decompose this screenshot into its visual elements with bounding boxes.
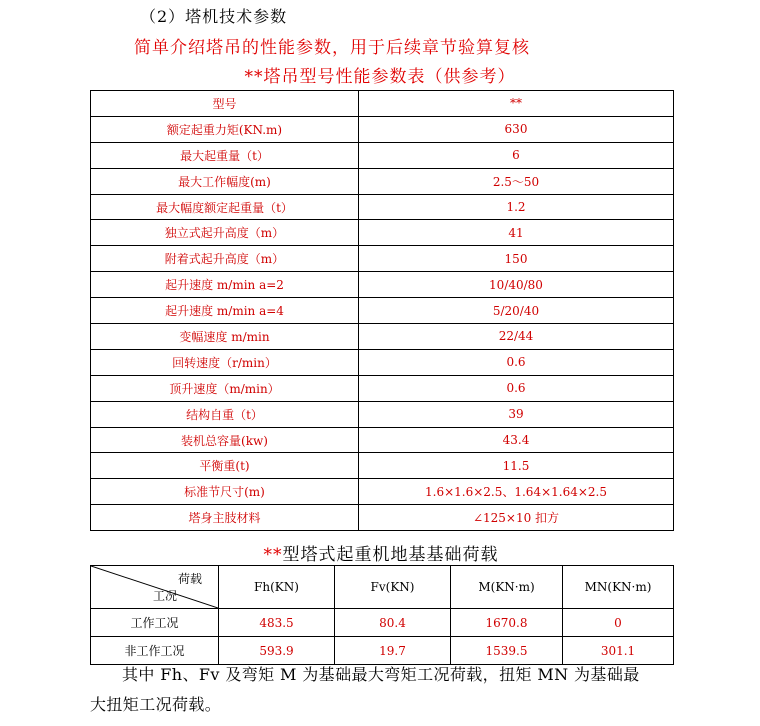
- param-label: 变幅速度 m/min: [91, 324, 359, 350]
- params-table-caption: **塔吊型号性能参数表（供参考）: [244, 67, 516, 87]
- params-row: [91, 194, 674, 220]
- params-row: [91, 505, 674, 531]
- loads-row-working: [91, 609, 674, 637]
- loads-col-header: Fh(KN): [219, 566, 335, 609]
- param-value: **: [359, 91, 674, 117]
- param-label: 起升速度 m/min a=4: [91, 298, 359, 324]
- params-row: [91, 168, 674, 194]
- param-label: 独立式起升高度（m）: [91, 220, 359, 246]
- loads-row-label: 工作工况: [91, 609, 219, 637]
- params-row: [91, 375, 674, 401]
- params-row: [91, 91, 674, 117]
- params-row: [91, 246, 674, 272]
- params-row: [91, 453, 674, 479]
- corner-label-condition: 工况: [153, 589, 178, 603]
- params-row: [91, 324, 674, 350]
- param-label: 额定起重力矩(KN.m): [91, 116, 359, 142]
- param-label: 顶升速度（m/min）: [91, 375, 359, 401]
- param-label: 型号: [91, 91, 359, 117]
- param-value: 41: [359, 220, 674, 246]
- loads-row-label: 非工作工况: [91, 637, 219, 665]
- loads-col-header: M(KN·m): [451, 566, 563, 609]
- loads-cell: 1670.8: [451, 609, 563, 637]
- params-row: [91, 401, 674, 427]
- section-title: （2）塔机技术参数: [140, 7, 288, 26]
- param-label: 结构自重（t）: [91, 401, 359, 427]
- param-value: ∠125×10 扣方: [359, 505, 674, 531]
- param-value: 10/40/80: [359, 272, 674, 298]
- params-row: [91, 220, 674, 246]
- params-row: [91, 116, 674, 142]
- param-value: 11.5: [359, 453, 674, 479]
- loads-corner-cell: [91, 566, 219, 609]
- loads-caption-text: 型塔式起重机地基基础荷载: [282, 545, 499, 565]
- loads-caption-prefix: **: [263, 545, 283, 565]
- param-value: 630: [359, 116, 674, 142]
- params-table: [90, 90, 674, 531]
- loads-cell: 80.4: [335, 609, 451, 637]
- loads-cell: 19.7: [335, 637, 451, 665]
- param-value: 150: [359, 246, 674, 272]
- loads-cell: 593.9: [219, 637, 335, 665]
- loads-cell: 301.1: [563, 637, 674, 665]
- param-value: 5/20/40: [359, 298, 674, 324]
- params-row: [91, 298, 674, 324]
- param-value: 0.6: [359, 375, 674, 401]
- param-value: 1.2: [359, 194, 674, 220]
- loads-cell: 0: [563, 609, 674, 637]
- loads-col-header: Fv(KN): [335, 566, 451, 609]
- param-value: 0.6: [359, 349, 674, 375]
- param-label: 装机总容量(kw): [91, 427, 359, 453]
- loads-header-row: [91, 566, 674, 609]
- param-label: 起升速度 m/min a=2: [91, 272, 359, 298]
- loads-cell: 1539.5: [451, 637, 563, 665]
- param-value: 1.6×1.6×2.5、1.64×1.64×2.5: [359, 479, 674, 505]
- params-row: [91, 349, 674, 375]
- param-label: 最大起重量（t）: [91, 142, 359, 168]
- loads-table: [90, 565, 674, 665]
- param-label: 标准节尺寸(m): [91, 479, 359, 505]
- params-row: [91, 142, 674, 168]
- param-value: 39: [359, 401, 674, 427]
- corner-label-load: 荷载: [177, 572, 202, 586]
- loads-cell: 483.5: [219, 609, 335, 637]
- params-row: [91, 427, 674, 453]
- param-value: 22/44: [359, 324, 674, 350]
- param-label: 塔身主肢材料: [91, 505, 359, 531]
- loads-col-header: MN(KN·m): [563, 566, 674, 609]
- param-value: 2.5～50: [359, 168, 674, 194]
- param-label: 附着式起升高度（m）: [91, 246, 359, 272]
- footer-line-1: 其中 Fh、Fv 及弯矩 M 为基础最大弯矩工况荷载，扭矩 MN 为基础最: [122, 665, 640, 684]
- params-row: [91, 272, 674, 298]
- param-value: 6: [359, 142, 674, 168]
- param-label: 平衡重(t): [91, 453, 359, 479]
- param-label: 回转速度（r/min）: [91, 349, 359, 375]
- footer-paragraph: [90, 660, 680, 720]
- red-note: 简单介绍塔吊的性能参数，用于后续章节验算复核: [134, 38, 530, 58]
- param-label: 最大幅度额定起重量（t）: [91, 194, 359, 220]
- param-label: 最大工作幅度(m): [91, 168, 359, 194]
- params-row: [91, 479, 674, 505]
- loads-table-caption: [90, 540, 672, 565]
- footer-line-2: 大扭矩工况荷载。: [90, 695, 222, 714]
- param-value: 43.4: [359, 427, 674, 453]
